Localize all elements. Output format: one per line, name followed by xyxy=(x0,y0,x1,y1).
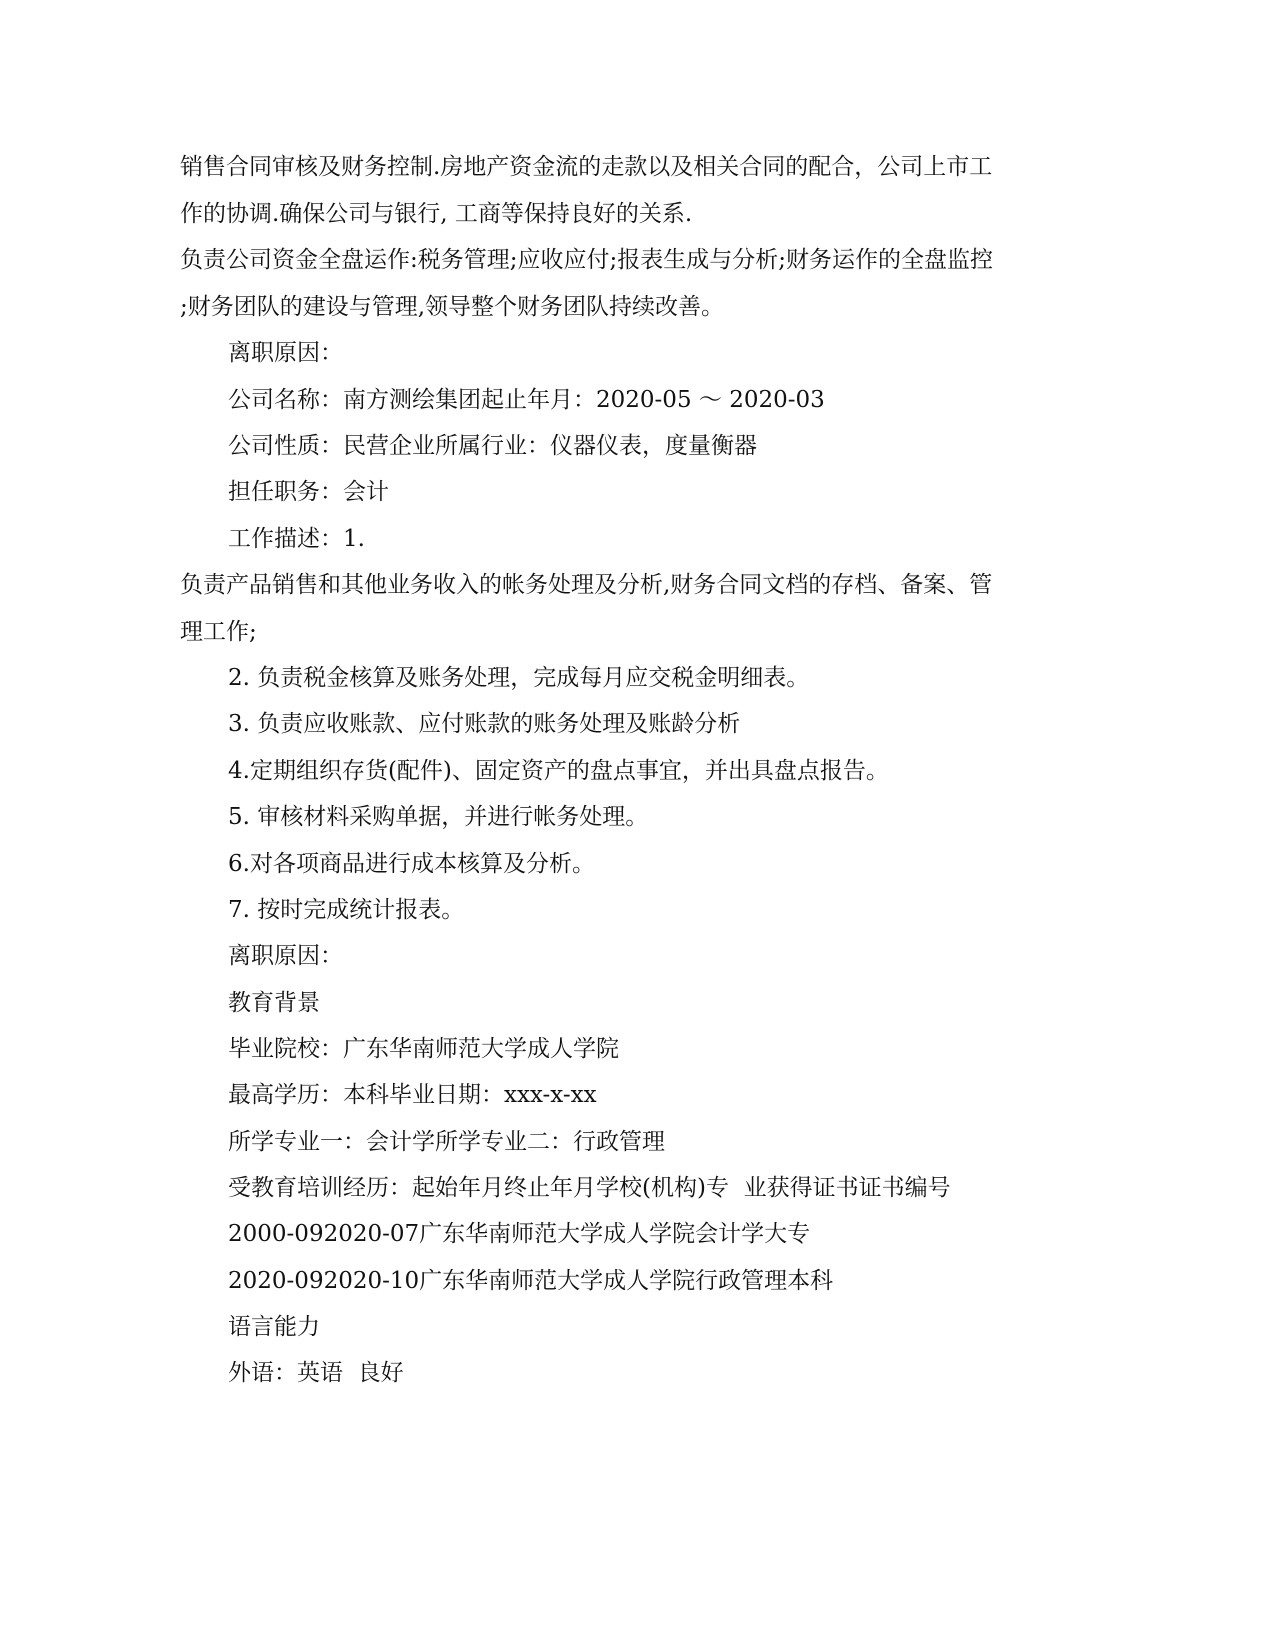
text-line: 6.对各项商品进行成本核算及分析。 xyxy=(228,851,595,877)
text-line: ;财务团队的建设与管理,领导整个财务团队持续改善。 xyxy=(180,294,725,320)
section-heading: 语言能力 xyxy=(228,1314,320,1340)
text-line: 所学专业一：会计学所学专业二：行政管理 xyxy=(228,1129,665,1155)
text-line: 3. 负责应收账款、应付账款的账务处理及账龄分析 xyxy=(228,711,741,737)
section-heading: 教育背景 xyxy=(228,990,320,1016)
text-line: 外语：英语 良好 xyxy=(228,1360,404,1386)
text-line: 工作描述：1. xyxy=(228,526,365,552)
text-line: 7. 按时完成统计报表。 xyxy=(228,897,465,923)
text-line: 作的协调.确保公司与银行, 工商等保持良好的关系. xyxy=(180,201,693,227)
text-line: 毕业院校：广东华南师范大学成人学院 xyxy=(228,1036,619,1062)
text-line: 5. 审核材料采购单据，并进行帐务处理。 xyxy=(228,804,649,830)
text-line: 离职原因： xyxy=(228,340,343,366)
text-line: 离职原因： xyxy=(228,943,343,969)
text-line: 公司名称：南方测绘集团起止年月：2020-05 ～ 2020-03 xyxy=(228,387,825,413)
text-line: 2000-092020-07广东华南师范大学成人学院会计学大专 xyxy=(228,1221,811,1247)
text-line: 最高学历：本科毕业日期：xxx-x-xx xyxy=(228,1082,597,1108)
text-line: 公司性质：民营企业所属行业：仪器仪表，度量衡器 xyxy=(228,433,757,459)
text-line: 负责产品销售和其他业务收入的帐务处理及分析,财务合同文档的存档、备案、管 xyxy=(180,572,993,598)
text-line: 理工作; xyxy=(180,619,257,645)
text-line: 4.定期组织存货(配件)、固定资产的盘点事宜，并出具盘点报告。 xyxy=(228,758,889,784)
text-line: 销售合同审核及财务控制.房地产资金流的走款以及相关合同的配合，公司上市工 xyxy=(180,154,993,180)
text-line: 担任职务：会计 xyxy=(228,479,389,505)
text-line: 2. 负责税金核算及账务处理，完成每月应交税金明细表。 xyxy=(228,665,810,691)
text-line: 负责公司资金全盘运作:税务管理;应收应付;报表生成与分析;财务运作的全盘监控 xyxy=(180,247,993,273)
text-line: 2020-092020-10广东华南师范大学成人学院行政管理本科 xyxy=(228,1268,834,1294)
text-line: 受教育培训经历：起始年月终止年月学校(机构)专 业获得证书证书编号 xyxy=(228,1175,951,1201)
